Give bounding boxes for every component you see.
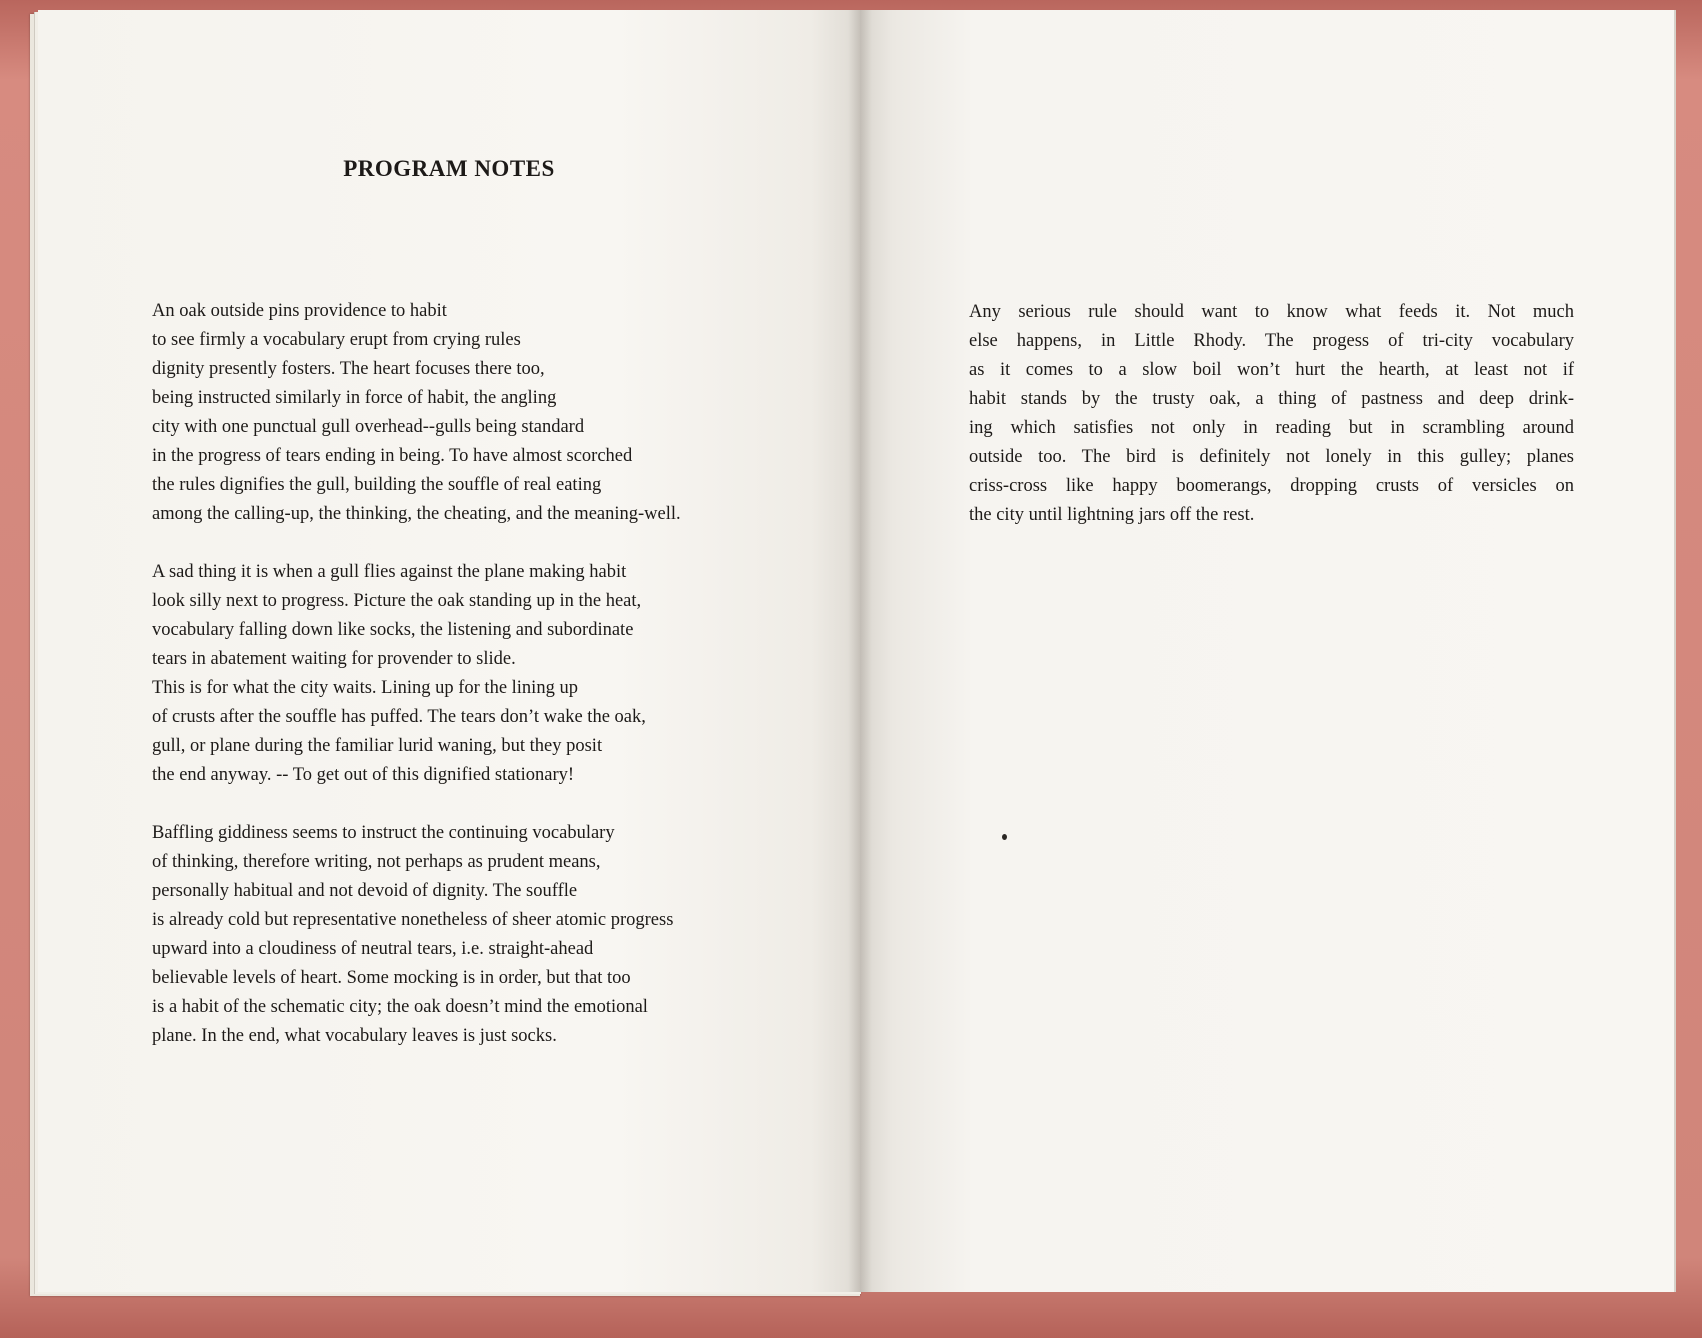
text-line: outside too. The bird is definitely not lonely in this gulley; planes xyxy=(969,447,1574,467)
text-line: ing which satisfies not only in reading but in scrambling around xyxy=(969,418,1574,438)
text-line: A sad thing it is when a gull flies against the plane making habit xyxy=(152,562,627,582)
text-line: else happens, in Little Rhody. The progess of tri-city vocabulary xyxy=(969,331,1574,351)
text-line: Any serious rule should want to know what feeds it. Not much xyxy=(969,302,1574,322)
right-page xyxy=(860,10,1676,1292)
text-line: the city until lightning jars off the rest. xyxy=(969,505,1255,525)
text-line: An oak outside pins providence to habit xyxy=(152,301,447,321)
text-line: believable levels of heart. Some mocking is in order, but that too xyxy=(152,968,631,988)
paragraph xyxy=(152,819,812,1051)
text-line: Baffling giddiness seems to instruct the continuing vocabulary xyxy=(152,823,615,843)
text-line: criss-cross like happy boomerangs, dropping crusts of versicles on xyxy=(969,476,1574,496)
text-line: of crusts after the souffle has puffed. The tears don’t wake the oak, xyxy=(152,707,646,727)
text-line: of thinking, therefore writing, not perhaps as prudent means, xyxy=(152,852,601,872)
ink-speck xyxy=(1002,834,1007,840)
paragraph xyxy=(152,297,812,529)
left-page-text xyxy=(152,297,812,1080)
text-line: look silly next to progress. Picture the oak standing up in the heat, xyxy=(152,591,642,611)
text-line: This is for what the city waits. Lining up for the lining up xyxy=(152,678,578,698)
right-page-text xyxy=(969,298,1574,530)
text-line: the rules dignifies the gull, building the souffle of real eating xyxy=(152,475,602,495)
text-line: being instructed similarly in force of habit, the angling xyxy=(152,388,557,408)
text-line: in the progress of tears ending in being. To have almost scorched xyxy=(152,446,633,466)
text-line: as it comes to a slow boil won’t hurt the hearth, at least not if xyxy=(969,360,1574,380)
text-line: city with one punctual gull overhead--gulls being standard xyxy=(152,417,585,437)
text-line: tears in abatement waiting for provender to slide. xyxy=(152,649,516,669)
text-line: the end anyway. -- To get out of this dignified stationary! xyxy=(152,765,575,785)
text-line: among the calling-up, the thinking, the cheating, and the meaning-well. xyxy=(152,504,681,524)
text-line: dignity presently fosters. The heart focuses there too, xyxy=(152,359,545,379)
text-line: gull, or plane during the familiar lurid waning, but they posit xyxy=(152,736,603,756)
text-line: personally habitual and not devoid of dignity. The souffle xyxy=(152,881,578,901)
text-line: is already cold but representative nonetheless of sheer atomic progress xyxy=(152,910,674,930)
text-line: vocabulary falling down like socks, the listening and subordinate xyxy=(152,620,634,640)
text-line: to see firmly a vocabulary erupt from crying rules xyxy=(152,330,521,350)
text-line: is a habit of the schematic city; the oak doesn’t mind the emotional xyxy=(152,997,648,1017)
book-gutter xyxy=(848,10,872,1292)
text-line: habit stands by the trusty oak, a thing of pastness and deep drink- xyxy=(969,389,1574,409)
paragraph xyxy=(152,558,812,790)
text-line: plane. In the end, what vocabulary leaves is just socks. xyxy=(152,1026,557,1046)
page-title: PROGRAM NOTES xyxy=(343,156,555,181)
text-line: upward into a cloudiness of neutral tears, i.e. straight-ahead xyxy=(152,939,594,959)
